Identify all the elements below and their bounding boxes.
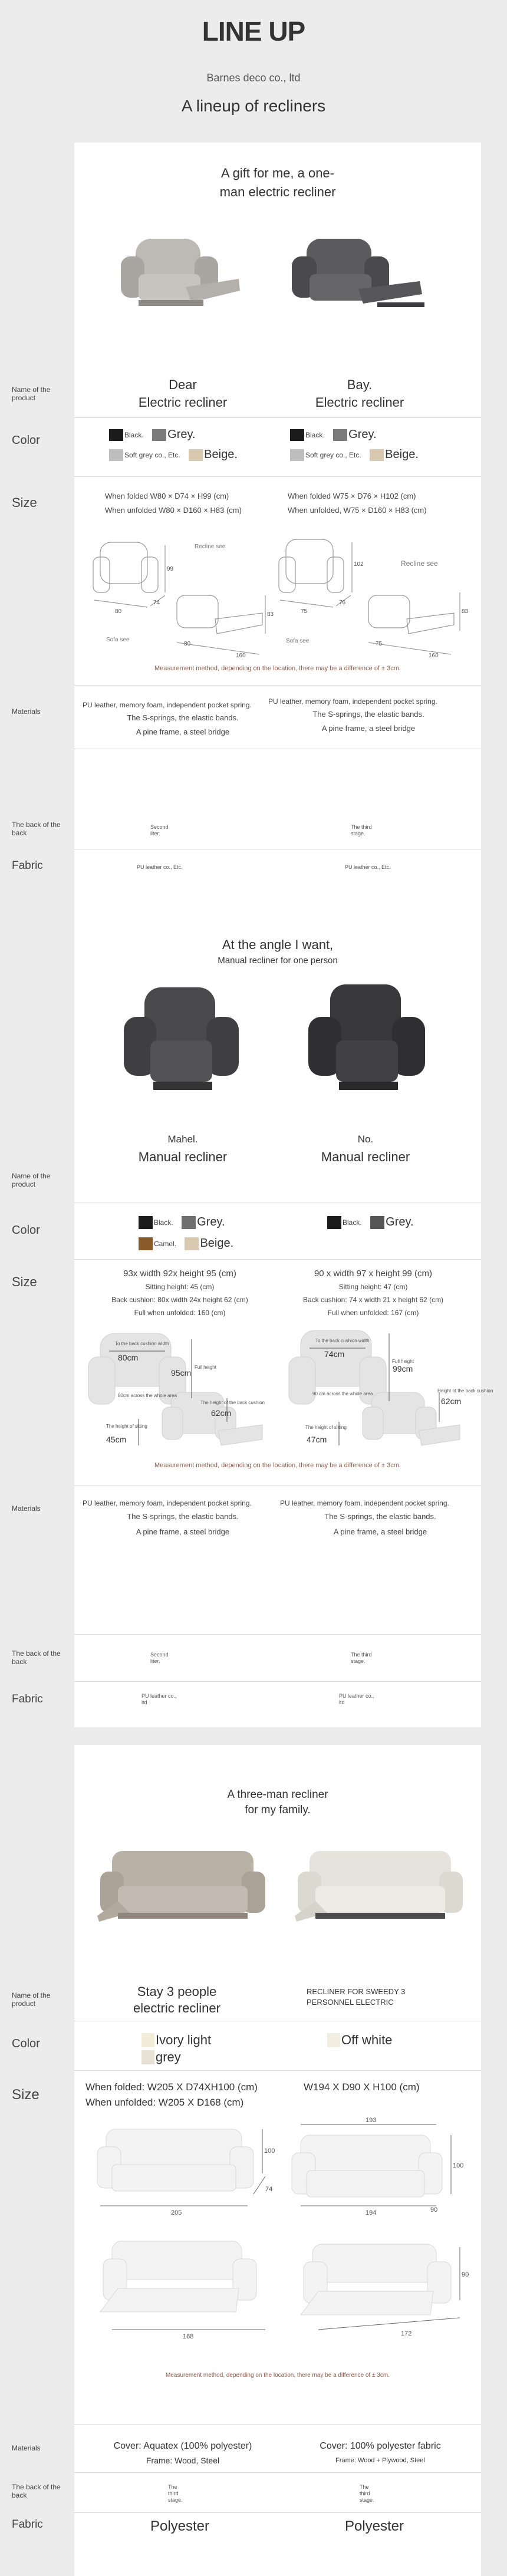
dim-depth-2: 168 xyxy=(183,2333,194,2340)
s3-row-label-name: Name of the product xyxy=(12,1991,51,2008)
dim-width: 193 xyxy=(366,2117,377,2124)
color-swatch xyxy=(370,449,384,461)
swatch-row xyxy=(290,428,449,443)
color-label: Black. xyxy=(124,430,144,439)
color-label: Black. xyxy=(343,1218,362,1227)
s3-right-sofa-image xyxy=(292,1839,469,1933)
s2-left-size-text: 93x width 92x height 95 (cm) Sitting height: 45 (cm) Back cushion: 80x width 24x height 62 (cm) Full when unfolded: 160 (cm) xyxy=(111,1269,248,1317)
color-label: Grey. xyxy=(197,1215,225,1228)
dim-c: 62cm xyxy=(211,1408,232,1418)
s1-divider-materials xyxy=(74,685,481,686)
color-label: Ivory light xyxy=(156,2033,212,2048)
color-swatch xyxy=(290,449,304,461)
swatch-row xyxy=(139,1237,274,1252)
s1-row-label-fabric: Fabric xyxy=(12,859,43,872)
s2-left-product-name: Mahel. Manual recliner xyxy=(138,1134,228,1164)
s3-left-materials: Cover: Aquatex (100% polyester) Frame: Wood, Steel xyxy=(113,2441,252,2465)
s2-row-label-fabric: Fabric xyxy=(12,1693,43,1705)
color-swatch xyxy=(189,449,203,461)
dim-b: 99cm xyxy=(393,1364,413,1373)
s3-left-back-text: The third stage. xyxy=(168,2484,183,2503)
s2-right-recliner-image xyxy=(304,981,433,1099)
s3-right-size-text: W194 X D90 X H100 (cm) xyxy=(304,2081,420,2093)
color-swatch xyxy=(327,1216,341,1229)
dim-width: 75 xyxy=(301,608,308,615)
color-label: grey xyxy=(156,2050,181,2065)
swatch-row xyxy=(141,2048,259,2066)
s1-right-size-text: When folded W75 × D76 × H102 (cm) When unfolded, W75 × D160 × H83 (cm) xyxy=(288,492,427,515)
color-label: Beige. xyxy=(385,448,419,461)
color-label: Black. xyxy=(305,430,325,439)
s3-row-label-color: Color xyxy=(12,2037,40,2050)
color-label: Off white xyxy=(341,2033,393,2048)
s1-left-product-name: Dear Electric recliner xyxy=(138,377,228,410)
s1-right-product-name: Bay. Electric recliner xyxy=(315,377,404,410)
s1-heading: A gift for me, a one- man electric recliner xyxy=(219,166,336,199)
s2-right-size-text: 90 x width 97 x height 99 (cm) Sitting height: 47 (cm) Back cushion: 74 x width 21 x height 62 (cm) Full when unfolded: 167 (cm) xyxy=(302,1269,444,1317)
dim-height-2: 83 xyxy=(267,611,274,618)
s1-measurement-note: Measurement method, depending on the location, there may be a difference of ± 3cm. xyxy=(154,665,401,672)
dim-sofa: Sofa see xyxy=(106,637,130,643)
page-title: LINE UP xyxy=(202,16,305,47)
s3-row-label-fabric: Fabric xyxy=(12,2518,43,2531)
dim-note-c: The height of the back cushion xyxy=(200,1400,265,1405)
s3-divider-back xyxy=(74,2472,481,2473)
s1-row-label-name: Name of the product xyxy=(12,386,51,402)
s1-row-label-size: Size xyxy=(12,495,37,510)
dim-width: 205 xyxy=(171,2209,182,2216)
color-label: Grey. xyxy=(167,428,196,441)
s3-left-fabric: Polyester xyxy=(150,2518,210,2534)
s1-row-label-color: Color xyxy=(12,434,40,447)
color-label: Black. xyxy=(154,1218,173,1227)
s2-left-fabric: PU leather co., ltd xyxy=(141,1693,177,1705)
s1-left-back-text: Second liter. xyxy=(150,824,169,836)
dim-b: 95cm xyxy=(171,1368,192,1378)
s2-right-materials: PU leather, memory foam, independent pocket spring. The S-springs, the elastic bands. A pine frame, a steel bridge xyxy=(280,1499,449,1536)
s1-right-recliner-image xyxy=(289,233,430,315)
dim-note-a: To the back cushion width xyxy=(315,1338,370,1343)
s2-divider-fabric xyxy=(74,1681,481,1682)
swatch-row xyxy=(139,1215,274,1231)
color-swatch xyxy=(109,449,123,461)
s1-left-size-text: When folded W80 × D74 × H99 (cm) When unfolded W80 × D160 × H83 (cm) xyxy=(105,492,242,515)
dim-depth: 74 xyxy=(265,2186,273,2193)
swatch-row xyxy=(327,2031,445,2048)
color-swatch xyxy=(333,429,347,441)
s1-divider-color xyxy=(74,417,481,418)
s1-right-fabric: PU leather co., Etc. xyxy=(345,864,391,870)
s3-right-back-text: The third stage. xyxy=(360,2484,374,2503)
color-label: Soft grey co., Etc. xyxy=(124,450,180,459)
s1-left-recliner-image xyxy=(115,233,245,315)
s2-row-label-color: Color xyxy=(12,1224,40,1237)
dim-note-e: 90 cm across the whole area xyxy=(312,1391,373,1396)
dim-height: 102 xyxy=(354,561,364,568)
s3-left-colors xyxy=(141,2031,259,2066)
s3-row-label-materials: Materials xyxy=(12,2444,41,2452)
color-label: Soft grey co., Etc. xyxy=(305,450,361,459)
s1-left-colors xyxy=(109,428,268,463)
dim-height-2: 83 xyxy=(462,608,469,615)
s2-row-label-back: The back of the back xyxy=(12,1649,61,1666)
s3-right-fabric: Polyester xyxy=(344,2518,404,2534)
s3-right-colors xyxy=(327,2031,445,2048)
s2-left-materials: PU leather, memory foam, independent pocket spring. The S-springs, the elastic bands. A pine frame, a steel bridge xyxy=(83,1499,252,1536)
color-swatch xyxy=(139,1237,153,1250)
s2-row-label-size: Size xyxy=(12,1274,37,1289)
s3-left-dimension-diagram xyxy=(88,2117,277,2353)
s2-right-dimension-diagram xyxy=(283,1327,493,1451)
dim-d: 47cm xyxy=(307,1435,327,1444)
color-swatch xyxy=(185,1237,199,1250)
color-label: Camel. xyxy=(154,1239,177,1248)
dim-height: 100 xyxy=(453,2162,464,2169)
dim-width-2: 80 xyxy=(184,641,191,647)
page-subtitle: A lineup of recliners xyxy=(181,97,326,115)
color-swatch xyxy=(290,429,304,441)
s3-row-label-back: The back of the back xyxy=(12,2483,61,2499)
dim-depth: 74 xyxy=(153,599,160,606)
color-swatch xyxy=(152,429,166,441)
s2-left-colors xyxy=(139,1215,274,1252)
dim-depth-2: 160 xyxy=(236,653,246,659)
dim-note-e: 80cm across the whole area xyxy=(118,1393,177,1398)
s3-left-size-text: When folded: W205 X D74XH100 (cm) When unfolded: W205 X D168 (cm) xyxy=(85,2081,258,2108)
color-label: Grey. xyxy=(386,1215,414,1228)
s2-left-back-text: Second liter. xyxy=(150,1652,169,1664)
dim-depth: 76 xyxy=(339,599,346,606)
swatch-row xyxy=(109,448,268,463)
s1-right-dimension-diagram xyxy=(274,531,469,660)
dim-a: 74cm xyxy=(324,1349,345,1359)
s1-left-fabric: PU leather co., Etc. xyxy=(137,864,183,870)
s1-row-label-materials: Materials xyxy=(12,707,41,716)
s2-row-label-name: Name of the product xyxy=(12,1172,51,1188)
dim-width-2: 75 xyxy=(376,641,383,647)
dim-depth-2: 172 xyxy=(401,2330,412,2337)
s1-left-materials: PU leather, memory foam, independent pocket spring. The S-springs, the elastic bands. A pine frame, a steel bridge xyxy=(83,701,252,736)
dim-d: 45cm xyxy=(106,1435,127,1444)
s3-left-product-name: Stay 3 people electric recliner xyxy=(133,1984,220,2015)
s1-right-back-text: The third stage. xyxy=(351,824,372,836)
s2-heading: At the angle I want, Manual recliner for one person xyxy=(218,937,338,966)
dim-height-2: 90 xyxy=(462,2271,469,2278)
s2-right-product-name: No. Manual recliner xyxy=(321,1134,410,1164)
dim-note-d: The height of sitting xyxy=(106,1424,147,1429)
color-swatch xyxy=(182,1216,196,1229)
s3-row-label-size: Size xyxy=(12,2087,39,2103)
dim-depth-2: 160 xyxy=(429,653,439,659)
swatch-row xyxy=(141,2031,259,2048)
color-swatch xyxy=(141,2050,154,2064)
color-swatch xyxy=(141,2033,154,2047)
s3-divider-fabric xyxy=(74,2512,481,2513)
s2-divider-size xyxy=(74,1259,481,1260)
dim-sofa: Sofa see xyxy=(286,638,310,644)
s3-right-materials: Cover: 100% polyester fabric Frame: Wood + Plywood, Steel xyxy=(320,2441,441,2464)
s2-divider-materials xyxy=(74,1485,481,1486)
s3-divider-materials xyxy=(74,2424,481,2425)
s2-measurement-note: Measurement method, depending on the location, there may be a difference of ± 3cm. xyxy=(154,1462,401,1469)
s2-left-dimension-diagram xyxy=(83,1327,271,1451)
s3-measurement-note: Measurement method, depending on the location, there may be a difference of ± 3cm. xyxy=(166,2372,390,2379)
s2-left-recliner-image xyxy=(118,981,248,1099)
dim-width: 80 xyxy=(115,608,122,615)
company-name: Barnes deco co., ltd xyxy=(206,72,301,84)
s3-right-product-name: RECLINER FOR SWEEDY 3 PERSONNEL ELECTRIC xyxy=(307,1987,406,2007)
dim-note-a: To the back cushion width xyxy=(115,1341,169,1346)
color-label: Beige. xyxy=(200,1237,234,1250)
swatch-row xyxy=(109,428,268,443)
dim-note-b: Full height xyxy=(195,1365,216,1370)
dim-width-2: 194 xyxy=(366,2209,377,2216)
s1-divider-size xyxy=(74,476,481,477)
color-swatch xyxy=(109,429,123,441)
s3-heading: A three-man recliner for my family. xyxy=(227,1788,328,1816)
dim-note-b: Full height xyxy=(392,1359,414,1364)
dim-height: 100 xyxy=(264,2147,275,2155)
swatch-row xyxy=(290,448,449,463)
s1-right-materials: PU leather, memory foam, independent pocket spring. The S-springs, the elastic bands. A pine frame, a steel bridge xyxy=(268,697,437,733)
s2-right-fabric: PU leather co., ltd xyxy=(339,1693,374,1705)
dim-height: 99 xyxy=(167,566,174,572)
dim-a: 80cm xyxy=(118,1353,139,1362)
s3-right-dimension-diagram xyxy=(283,2117,472,2353)
dim-note-c: Height of the back cushion xyxy=(437,1388,493,1394)
s1-left-dimension-diagram xyxy=(83,531,274,660)
s3-divider-size xyxy=(74,2070,481,2071)
dim-note: Recline see xyxy=(195,543,226,550)
color-label: Grey. xyxy=(348,428,377,441)
s1-row-label-back: The back of the back xyxy=(12,821,61,837)
s3-left-sofa-image xyxy=(94,1839,271,1933)
color-label: Beige. xyxy=(204,448,238,461)
s2-divider-back xyxy=(74,1634,481,1635)
swatch-row xyxy=(327,1215,457,1231)
dim-depth: 90 xyxy=(430,2206,438,2213)
color-swatch xyxy=(139,1216,153,1229)
s2-right-back-text: The third stage. xyxy=(351,1652,372,1664)
dim-note-d: The height of sitting xyxy=(305,1425,347,1430)
dim-c: 62cm xyxy=(441,1396,462,1406)
color-swatch xyxy=(370,1216,384,1229)
color-swatch xyxy=(327,2033,340,2047)
s2-right-colors xyxy=(327,1215,457,1231)
s1-right-colors xyxy=(290,428,449,463)
s2-row-label-materials: Materials xyxy=(12,1504,41,1513)
dim-note: Recline see xyxy=(401,559,438,568)
